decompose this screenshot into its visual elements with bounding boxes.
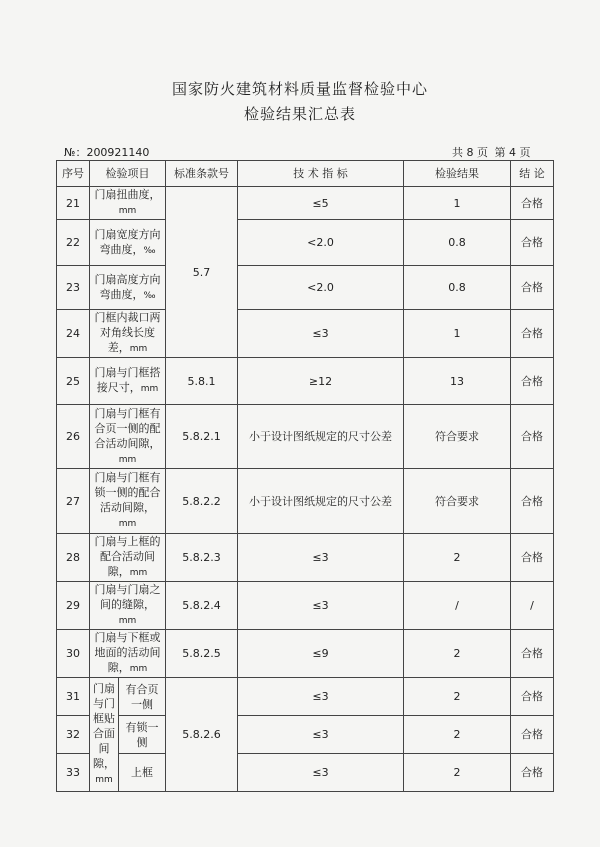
row-item: 门扇宽度方向弯曲度，‰ [90, 220, 166, 266]
row-conclusion: 合格 [511, 469, 554, 534]
col-item: 检验项目 [90, 161, 166, 187]
row-no: 33 [57, 754, 90, 792]
col-result: 检验结果 [404, 161, 511, 187]
row-clause: 5.8.2.4 [166, 582, 238, 630]
results-table [56, 160, 554, 792]
row-conclusion: 合格 [511, 754, 554, 792]
row-item: 门扇扭曲度，mm [90, 187, 166, 220]
table-row [57, 266, 554, 310]
row-clause: 5.8.2.5 [166, 630, 238, 678]
row-conclusion: 合格 [511, 678, 554, 716]
table-row [57, 405, 554, 469]
table-header-row [57, 161, 554, 187]
row-conclusion: 合格 [511, 266, 554, 310]
row-spec: ≤3 [238, 716, 404, 754]
row-no: 27 [57, 469, 90, 534]
row-item: 门扇与门框搭接尺寸，mm [90, 358, 166, 405]
table-row [57, 754, 554, 792]
table-row [57, 358, 554, 405]
row-no: 23 [57, 266, 90, 310]
page-info [452, 144, 534, 160]
row-spec: <2.0 [238, 220, 404, 266]
row-item: 门框内裁口两对角线长度差，mm [90, 310, 166, 358]
row-conclusion: 合格 [511, 534, 554, 582]
row-clause: 5.8.2.1 [166, 405, 238, 469]
row-spec: ≤3 [238, 678, 404, 716]
row-result: / [404, 582, 511, 630]
row-sub-item: 上框 [119, 754, 166, 792]
row-sub-item: 有锁一侧 [119, 716, 166, 754]
current-page: 第 4 页 [494, 146, 531, 159]
col-clause: 标准条款号 [166, 161, 238, 187]
document-number: №：200921140 [64, 146, 150, 159]
row-conclusion: 合格 [511, 358, 554, 405]
row-no: 21 [57, 187, 90, 220]
row-conclusion: 合格 [511, 220, 554, 266]
row-no: 22 [57, 220, 90, 266]
row-spec: 小于设计图纸规定的尺寸公差 [238, 405, 404, 469]
row-no: 28 [57, 534, 90, 582]
row-no: 25 [57, 358, 90, 405]
row-result: 2 [404, 534, 511, 582]
table-row [57, 678, 554, 716]
row-conclusion: 合格 [511, 716, 554, 754]
row-item: 门扇与门扇之间的缝隙，mm [90, 582, 166, 630]
row-result: 13 [404, 358, 511, 405]
row-result: 2 [404, 678, 511, 716]
col-conclusion: 结 论 [511, 161, 554, 187]
merged-item-31-33: 门扇与门框贴合面间隙，mm [90, 678, 119, 792]
col-no: 序号 [57, 161, 90, 187]
row-conclusion: 合格 [511, 187, 554, 220]
row-no: 29 [57, 582, 90, 630]
row-clause: 5.8.2.2 [166, 469, 238, 534]
row-no: 31 [57, 678, 90, 716]
row-spec: ≤3 [238, 310, 404, 358]
row-result: 1 [404, 310, 511, 358]
row-result: 符合要求 [404, 469, 511, 534]
col-spec: 技 术 指 标 [238, 161, 404, 187]
row-result: 0.8 [404, 266, 511, 310]
row-conclusion: / [511, 582, 554, 630]
row-no: 24 [57, 310, 90, 358]
row-item: 门扇与上框的配合活动间隙，mm [90, 534, 166, 582]
table-title: 检验结果汇总表 [243, 105, 356, 123]
merged-clause-31-33: 5.8.2.6 [166, 678, 238, 792]
table-row [57, 582, 554, 630]
row-item: 门扇高度方向弯曲度，‰ [90, 266, 166, 310]
row-result: 2 [404, 754, 511, 792]
row-clause: 5.8.1 [166, 358, 238, 405]
row-spec: ≥12 [238, 358, 404, 405]
row-result: 符合要求 [404, 405, 511, 469]
row-spec: ≤5 [238, 187, 404, 220]
row-spec: 小于设计图纸规定的尺寸公差 [238, 469, 404, 534]
row-item: 门扇与门框有合页一侧的配合活动间隙，mm [90, 405, 166, 469]
row-result: 1 [404, 187, 511, 220]
table-row [57, 716, 554, 754]
table-row [57, 534, 554, 582]
row-no: 26 [57, 405, 90, 469]
row-spec: ≤3 [238, 534, 404, 582]
row-clause: 5.7 [166, 187, 238, 358]
row-item: 门扇与门框有锁一侧的配合活动间隙，mm [90, 469, 166, 534]
row-item: 门扇与下框或地面的活动间隙，mm [90, 630, 166, 678]
row-spec: ≤9 [238, 630, 404, 678]
row-conclusion: 合格 [511, 310, 554, 358]
row-result: 0.8 [404, 220, 511, 266]
row-result: 2 [404, 716, 511, 754]
row-conclusion: 合格 [511, 630, 554, 678]
row-spec: <2.0 [238, 266, 404, 310]
table-row [57, 220, 554, 266]
row-spec: ≤3 [238, 582, 404, 630]
table-row [57, 630, 554, 678]
row-spec: ≤3 [238, 754, 404, 792]
row-clause: 5.8.2.3 [166, 534, 238, 582]
row-conclusion: 合格 [511, 405, 554, 469]
row-result: 2 [404, 630, 511, 678]
org-title: 国家防火建筑材料质量监督检验中心 [171, 80, 428, 98]
total-pages: 共 8 页 [452, 146, 488, 159]
row-no: 32 [57, 716, 90, 754]
table-row [57, 310, 554, 358]
row-no: 30 [57, 630, 90, 678]
table-row [57, 469, 554, 534]
row-sub-item: 有合页一侧 [119, 678, 166, 716]
table-row [57, 187, 554, 220]
